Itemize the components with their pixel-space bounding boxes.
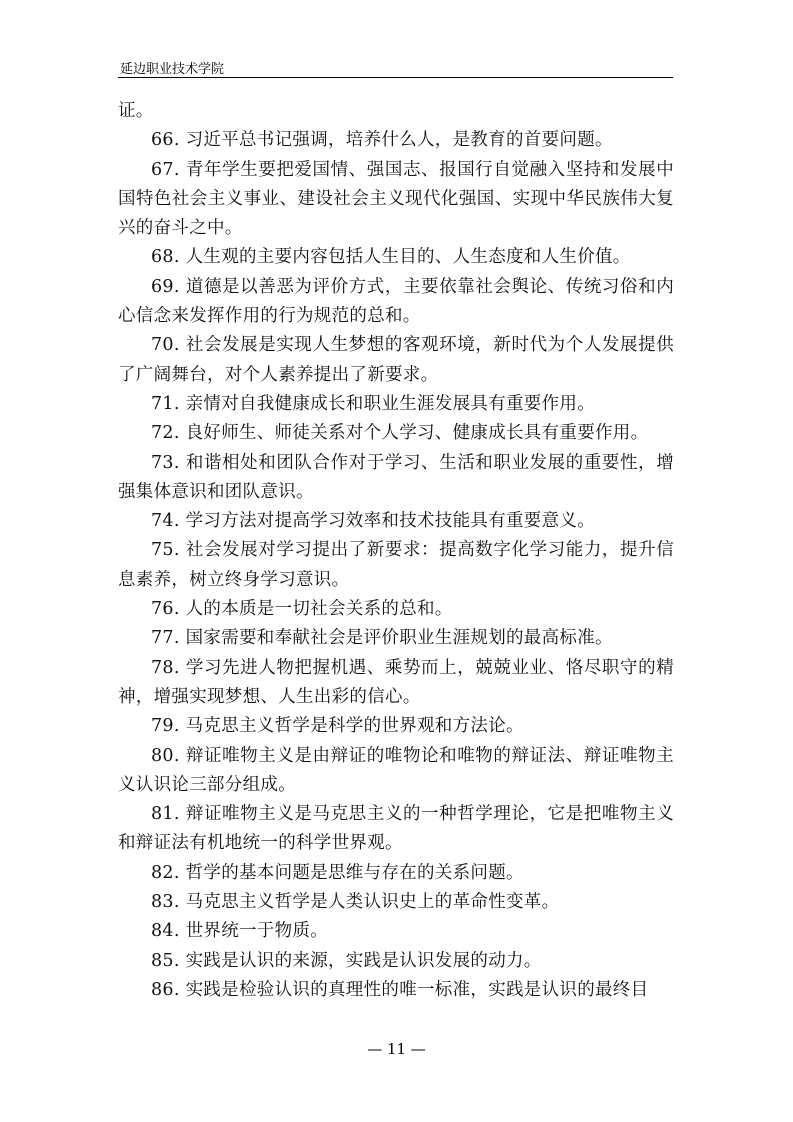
list-item-71: 71. 亲情对自我健康成长和职业生涯发展具有重要作用。 — [151, 393, 595, 414]
list-item-86: 86. 实践是检验认识的真理性的唯一标准，实践是认识的最终目 — [151, 979, 649, 1000]
list-item-68: 68. 人生观的主要内容包括人生目的、人生态度和人生价值。 — [151, 247, 631, 268]
page-body — [118, 97, 674, 1005]
list-item-79: 79. 马克思主义哲学是科学的世界观和方法论。 — [151, 716, 524, 737]
list-item-74: 74. 学习方法对提高学习效率和技术技能具有重要意义。 — [151, 511, 595, 532]
list-item-72: 72. 良好师生、师徒关系对个人学习、健康成长具有重要作用。 — [151, 423, 649, 444]
list-item-80: 80. 辩证唯物主义是由辩证的唯物论和唯物的辩证法、辩证唯物主义认识论三部分组成。 — [118, 745, 674, 795]
list-item-73: 73. 和谐相处和团队合作对于学习、生活和职业发展的重要性，增强集体意识和团队意识。 — [118, 452, 674, 502]
page-header — [118, 56, 673, 78]
page-number: — 11 — — [367, 1040, 426, 1058]
list-item-76: 76. 人的本质是一切社会关系的总和。 — [151, 599, 453, 620]
list-item-66: 66. 习近平总书记强调，培养什么人，是教育的首要问题。 — [151, 130, 613, 151]
list-item-69: 69. 道德是以善恶为评价方式，主要依靠社会舆论、传统习俗和内心信念来发挥作用的行为规范的总和。 — [118, 276, 674, 327]
list-item-81: 81. 辩证唯物主义是马克思主义的一种哲学理论，它是把唯物主义和辩证法有机地统一的科学世界观。 — [118, 804, 674, 854]
list-item-70: 70. 社会发展是实现人生梦想的客观环境，新时代为个人发展提供了广阔舞台，对个人素养提出了新要求。 — [118, 335, 674, 385]
list-item-67: 67. 青年学生要把爱国情、强国志、报国行自觉融入坚持和发展中国特色社会主义事业、建设社会主义现代化强国、实现中华民族伟大复兴的奋斗之中。 — [118, 159, 674, 239]
list-item-82: 82. 哲学的基本问题是思维与存在的关系问题。 — [151, 862, 524, 883]
list-item-84: 84. 世界统一于物质。 — [151, 921, 328, 942]
list-item-75: 75. 社会发展对学习提出了新要求：提高数字化学习能力，提升信息素养，树立终身学习意识。 — [118, 540, 674, 590]
continuation-text: 证。 — [118, 101, 154, 121]
list-item-78: 78. 学习先进人物把握机遇、乘势而上，兢兢业业、恪尽职守的精神，增强实现梦想、人生出彩的信心。 — [118, 657, 674, 707]
list-item-85: 85. 实践是认识的来源，实践是认识发展的动力。 — [151, 950, 542, 971]
list-item-77: 77. 国家需要和奉献社会是评价职业生涯规划的最高标准。 — [151, 628, 613, 649]
header-title: 延边职业技术学院 — [120, 62, 225, 77]
list-item-83: 83. 马克思主义哲学是人类认识史上的革命性变革。 — [151, 892, 560, 913]
